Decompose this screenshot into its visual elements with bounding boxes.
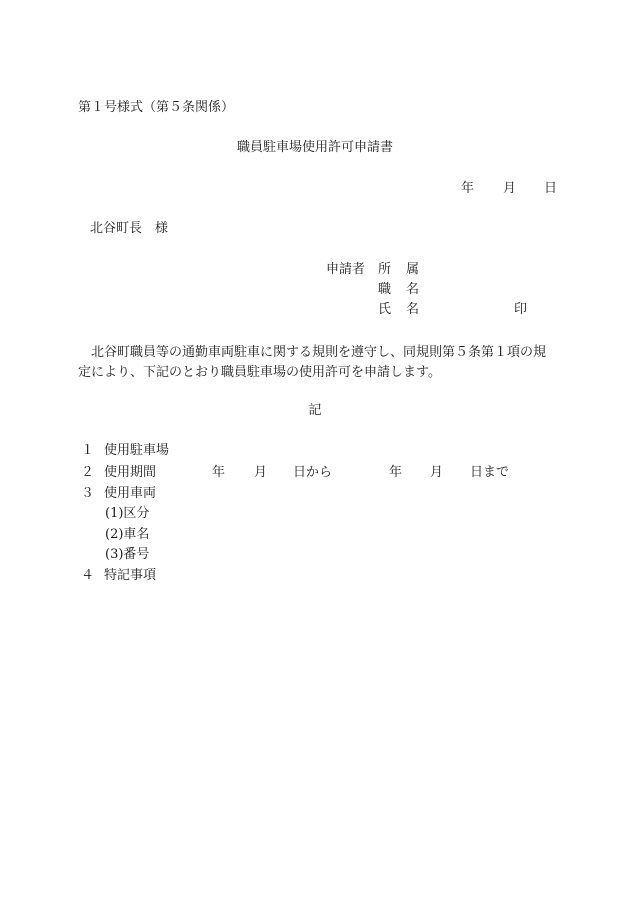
date-month: 月 [503,181,517,196]
period-end-year: 年 [389,465,403,480]
ki-heading: 記 [308,403,322,418]
vehicle-subitem-number: (3)番号 [105,547,150,562]
addressee: 北谷町長 様 [90,221,169,236]
item-number-1: １ [81,443,95,458]
period-start-day: 日から [293,465,333,480]
date-day: 日 [544,181,558,196]
vehicle-subitem-class: (1)区分 [105,506,150,521]
post-label-1: 職 [378,282,392,297]
period-start-year: 年 [212,465,226,480]
affiliation-label-2: 属 [406,262,420,277]
applicant-label: 申請者 [326,262,366,277]
vehicle-subitem-model: (2)車名 [105,527,150,542]
document-title: 職員駐車場使用許可申請書 [236,140,393,155]
date-year: 年 [461,181,475,196]
item-number-3: ３ [81,486,95,501]
form-number: 第１号様式（第５条関係） [78,100,235,115]
period-start-month: 月 [254,465,268,480]
period-end-day: 日まで [470,465,510,480]
affiliation-label-1: 所 [378,262,392,277]
name-label-2: 名 [406,302,420,317]
seal-mark: 印 [514,302,528,317]
item-label-vehicle: 使用車両 [104,486,157,501]
period-end-month: 月 [430,465,444,480]
item-number-4: ４ [81,568,95,583]
name-label-1: 氏 [378,302,392,317]
post-label-2: 名 [406,282,420,297]
item-number-2: ２ [81,465,95,480]
body-paragraph: 北谷町職員等の通勤車両駐車に関する規則を遵守し、同規則第５条第１項の規定により、下記のとおり職員駐車場の使用許可を申請します。 [78,345,547,380]
item-label-remarks: 特記事項 [104,568,157,583]
item-label-period: 使用期間 [104,465,157,480]
item-label-parking: 使用駐車場 [104,443,170,458]
